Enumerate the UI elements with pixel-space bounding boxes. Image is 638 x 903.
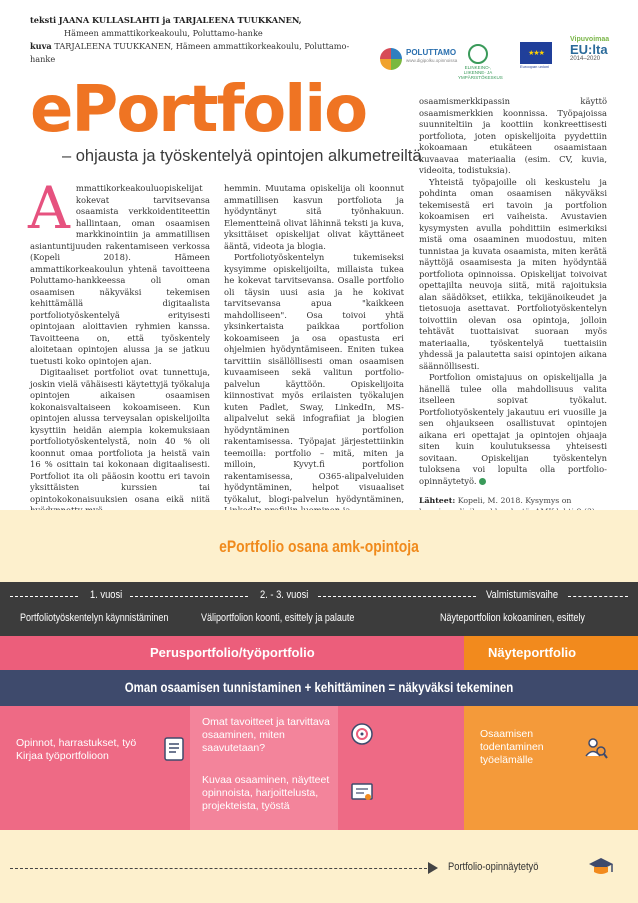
end-mark-icon — [479, 478, 486, 485]
article-column-1 — [28, 174, 210, 517]
text-affiliation: Hämeen ammattikorkeakoulu, Poluttamo-hanke — [64, 28, 263, 39]
step-box-studies — [0, 706, 190, 830]
paragraph: hemmin. Muutama opiskelija oli koonnut ammatillisen kasvun portfoliota ja hyödyntänyt sitä työnhakuun. Elementteinä olivat lähinnä teksti ja kuva, yksittäiset opiskelijat olivat käyttäneet ääntä, videota ja blogia. — [224, 183, 404, 251]
phase-2-label: 2. - 3. vuosi — [260, 589, 309, 601]
paragraph-text: mmattikorkeakouluopiskelijat kokevat tarvitsevansa osaamista verkkoidentiteettin hallintaan, oman osaamisen markkinointiin ja ammatillisen asiantuntijuuden rakentamiseen verkossa (Kopeli 2018). Hämeen ammattikorkeakoulun yhtenä tavoitteena Poluttamo-hankkeessa oli oman osaamisen näkyväksi tekemisen kehittämällä digitaalista portfoliotyöskentelyä erityisesti opintojaan aloittavien ryhmien kanssa. Tavoitteena on, että työskentely aloitetaan opintojen alussa ja se jatkuu tuetusti koko opintojen ajan. — [30, 183, 210, 366]
vipuvoimaa-logo — [570, 36, 620, 62]
document-icon — [160, 735, 188, 763]
eu-logo-text: Euroopan unioni — [520, 64, 550, 69]
paragraph — [28, 174, 210, 367]
phase-1-description: Portfoliotyöskentelyn käynnistäminen — [20, 612, 169, 624]
eu-flag-icon: ★★★ — [520, 42, 552, 64]
ely-logo-icon — [468, 44, 488, 64]
sponsor-logos — [380, 36, 620, 80]
thesis-label: Portfolio-opinnäytetyö — [448, 861, 539, 873]
ely-logo-text: ELINKEINO-, LIIKENNE- JA YMPÄRISTÖKESKUS — [458, 65, 503, 80]
timeline-arrow-line — [10, 868, 432, 869]
article-column-2 — [224, 183, 404, 517]
vipu-line-2: EU:lta — [570, 42, 608, 57]
paragraph: Portfoliotyöskentelyn tukemiseksi kysyimme opiskelijoilta, millaista tukea he kokevat tarvitsevansa. Osalle portfolio oli täysin uusi asia ja he kokivat tarvitsevansa apua "kaikkeen mahdolliseen". Osa toivoi yhtä yksinkertaista paikkaa portfolion kokoamiseen ja osa opastusta eri ohjelmien hyödyntämiseen. Eniten tukea tarvittiin sisällöllisesti oman osaamisen kuvaamiseen sekä valitun portfolio-palvelun käyttöön. Opiskelijoita kiinnostivat myös erilaisten työkalujen kuten Padlet, Sway, LinkedIn, MS-alipalvelut sekä infografiiat ja blogien hyödyntäminen portfolion rakentamisessa. Työpajat järjestettiinkin teemoilla: portfolio – mitä, miten ja milloin, Kyvyt.fi portfolion rakentamisessa, O365-alipalveluiden hyödyntäminen, helpot visuaaliset työkalut, blogi-palvelun hyödyntäminen, — [224, 252, 404, 504]
vipu-line-3: 2014–2020 — [570, 56, 601, 62]
image-label: kuva — [30, 41, 52, 52]
credits — [30, 14, 360, 67]
paragraph: Yhteistä työpajoille oli keskustelu ja pohdinta oman osaamisen näkyväksi tekemisestä eri tavoin ja portfolion kokoamisen eri vaiheista. Avustavien kysymysten avulla pohdittiin esimerkiksi mistä oma osaaminen muodostuu, miten tunnistaa ja kuvata osaamista, miten kerätä näyttöjä osaamisesta ja miten hyödyntää portfoliota opinnoissa. Opiskelijat toivoivat opettajilta neuvoja siitä, mitä rajoituksia alan säädökset, etiikka, tekijänoikeudet ja tietosuoja asettavat. Portfoliotyöskentelyn toivottiin olevan osa opintoja, jolloin tehtävät tuottaisivat suoraan myös materiaalia, työskentelyä tuettaisiin yhdessä ja palautetta saisi opintojen aikana säännöllisesti. — [419, 176, 607, 371]
drop-cap: A — [28, 174, 70, 242]
target-icon — [348, 720, 376, 748]
basic-portfolio-label: Perusportfolio/työportfolio — [150, 645, 315, 660]
poluttamo-logo — [380, 42, 458, 64]
step-goals-text: Omat tavoitteet ja tarvittava osaaminen, miten saavutetaan? — [202, 716, 330, 754]
poluttamo-logo-subtext: www.digipolku.opinnoissa — [406, 58, 458, 63]
phase-divider — [568, 596, 628, 597]
paragraph: Digitaaliset portfoliot ovat tunnettuja, joskin vielä vähäisesti käytettyjä työkaluja opintojen aikaisen osaamisen kokonaisvaltaiseen kokoamiseen. Kun opintojen alussa terveysalan opiskelijoilta kysyttiin heidän aiempia kokemuksiaan portfoliotyöskentelystä, noin 40 % oli koonnut omaa portfoliota ja heistä vain 16 % osittain tai kokonaan digitaalisesti. Portfoliot ita oli pääosin koottu eri tavoin yksittäisten kurssien tai opintokokonaisuuksien osana eikä niitä — [30, 367, 210, 504]
competence-band-text: Oman osaamisen tunnistaminen + kehittäminen = näkyväksi tekeminen — [124, 679, 514, 695]
phase-1-label: 1. vuosi — [90, 589, 123, 601]
step-describe-text: Kuvaa osaaminen, näytteet opinnoista, harjoittelusta, projekteista, työstä — [202, 774, 330, 812]
phase-divider — [318, 596, 476, 597]
phase-divider — [10, 596, 78, 597]
poluttamo-logo-text: POLUTTAMO — [406, 48, 457, 57]
step-verification-text: Osaamisen todentaminen työelämälle — [480, 728, 544, 766]
references-label: Lähteet: — [419, 496, 456, 505]
text-authors: JAANA KULLASLAHTI ja TARJALEENA TUUKKANEN, — [58, 15, 302, 25]
infographic-title: ePortfolio osana amk-opintoja — [219, 537, 419, 556]
paragraph-text: Portfolion omistajuus on opiskelijalla ja hänellä tulee olla mahdollisuus valita itselleen sopivat työkalut. Portfoliotyöskentely jakautuu eri vuosille ja sen ohjaukseen osallistuvat opintojen aikana eri opettajat ja opintojen ohjaaja siten kuin koulutuksessa yhteisesti sovitaan. Opiskelijan työskentelyn tuloksena voi lopulta olla portfolio-opinnäytetyö. — [419, 372, 607, 486]
eu-logo — [520, 42, 564, 70]
step-box-verification — [464, 706, 638, 830]
phase-2-description: Väliportfolion koonti, esittely ja palaute — [201, 612, 355, 624]
graduation-cap-icon — [588, 855, 614, 879]
article-column-3 — [419, 96, 607, 539]
paragraph: osaamismerkkipassin käyttö osaamismerkkien koonnissa. Työpajoissa suunniteltiin ja koottiin konkreettisesti portfoliota, joten opiskelijoita pyydettiin kokoamaan etukäteen osaamistaan kuvaavaa materiaalia (esim. CV, kuvia, videoita, todistuksia). — [419, 96, 607, 175]
paragraph — [419, 372, 607, 487]
phase-3-label: Valmistumisvaihe — [486, 589, 559, 601]
references-text: Kopeli, M. 2018. Kysymys on — [457, 496, 572, 505]
sample-portfolio-label: Näyteportfolio — [488, 645, 577, 660]
phase-3-description: Näyteportfolion kokoaminen, esittely — [440, 612, 585, 624]
certificate-icon — [348, 778, 376, 806]
phase-divider — [130, 596, 248, 597]
article-title: ePortfolio — [30, 73, 367, 147]
image-author: TARJALEENA TUUKKANEN, Hämeen ammattikorkeakoulu, Poluttamo-hanke — [30, 41, 350, 65]
search-people-icon — [582, 734, 610, 762]
step-studies-text: Opinnot, harrastukset, työ Kirjaa työportfolioon — [16, 737, 137, 762]
article-subtitle: – ohjausta ja työskentelyä opintojen alkumetreiltä — [62, 147, 422, 165]
arrow-head-icon — [428, 862, 438, 874]
text-label: teksti — [30, 15, 57, 25]
vipu-line-1: Vipuvoimaa — [570, 36, 610, 43]
poluttamo-logo-icon — [380, 48, 402, 70]
ely-logo — [458, 44, 503, 80]
